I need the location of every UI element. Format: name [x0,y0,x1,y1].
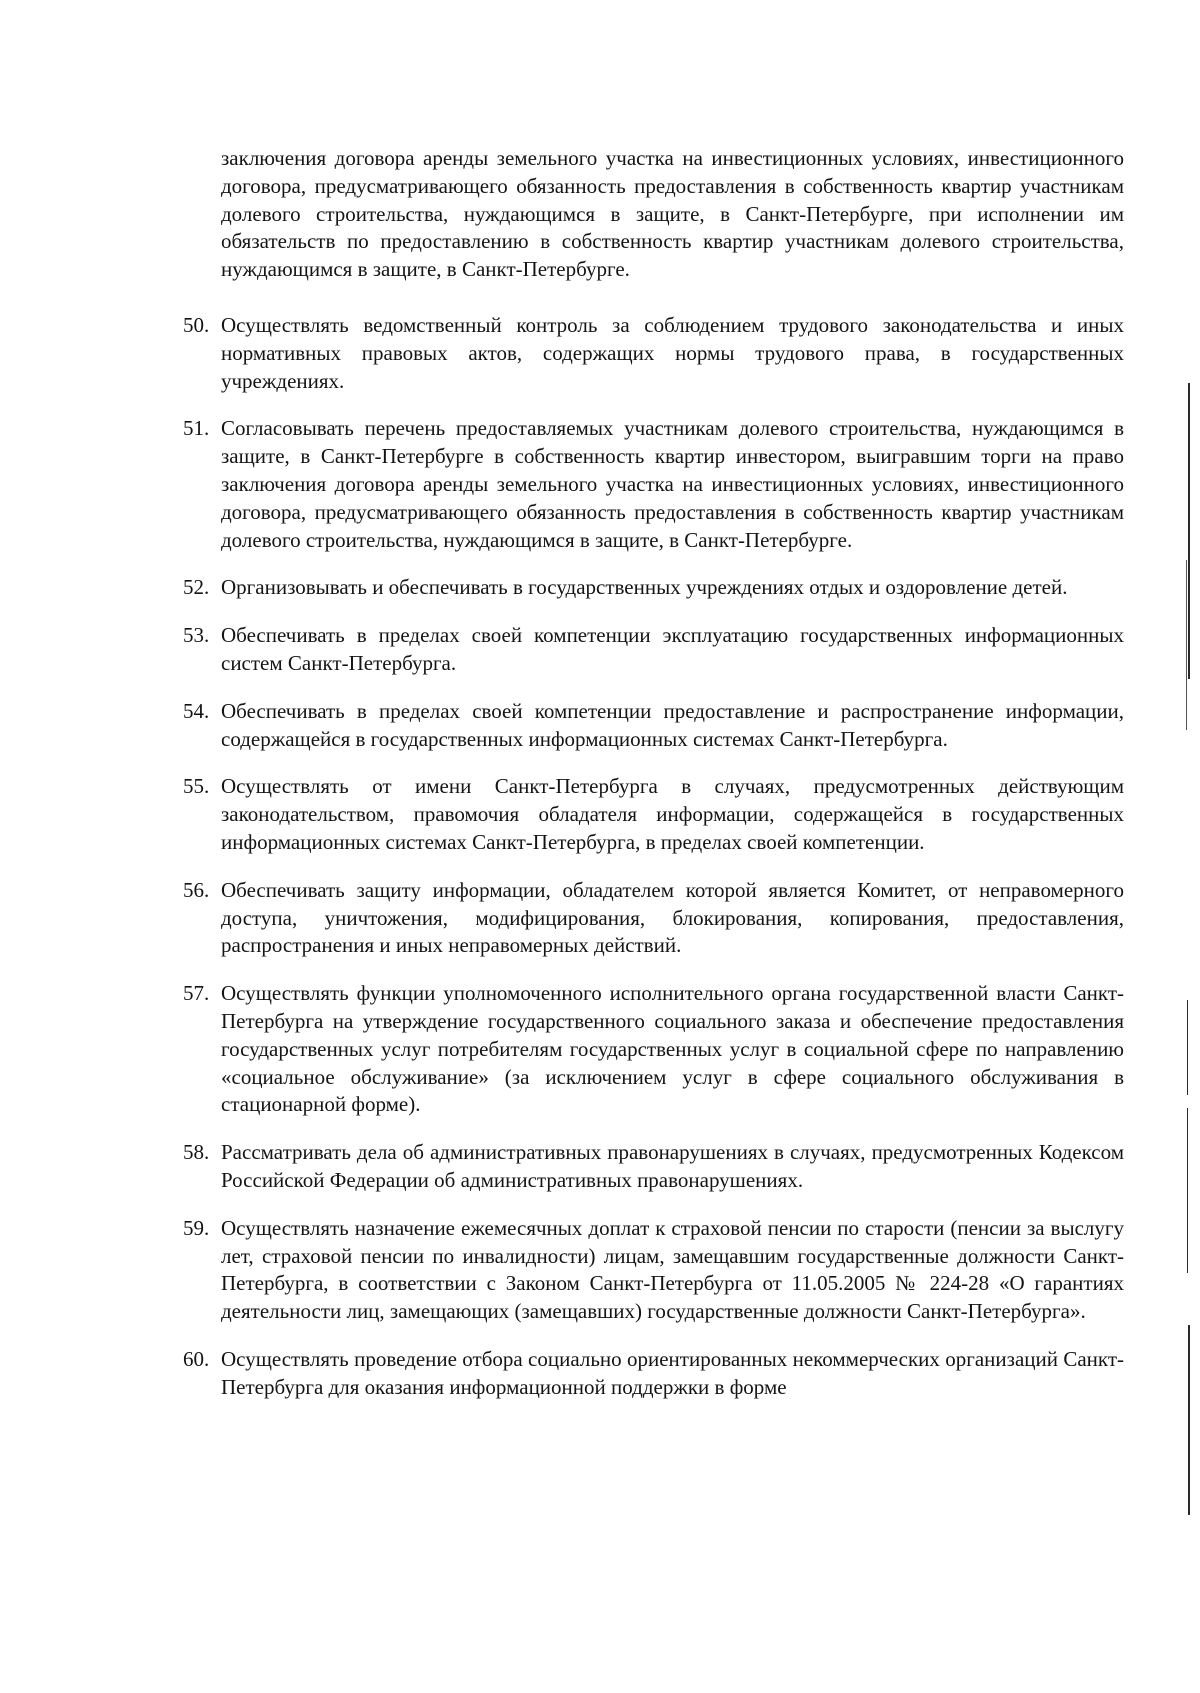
item-number: 58. [183,1140,210,1165]
item-text: Осуществлять ведомственный контроль за соблюдением трудового законодательства и иных нормативных правовых актов, содержащих нормы трудового права, в государственных учреждениях. [221,313,1124,393]
scan-margin-line [1187,1000,1188,1095]
scan-margin-line [1188,1325,1190,1515]
numbered-list [183,312,1124,1422]
item-number: 51. [183,416,210,441]
item-number: 59. [183,1215,210,1240]
item-text: Рассматривать дела об административных правонарушениях в случаях, предусмотренных Кодексом Российской Федерации об административных правонарушениях. [221,1140,1124,1192]
list-item [183,1139,1124,1195]
item-number: 52. [183,575,210,600]
item-text: Обеспечивать в пределах своей компетенции предоставление и распространение информации, содержащейся в государственных информационных системах Санкт-Петербурга. [221,698,1124,751]
list-item [183,415,1124,554]
item-text: Обеспечивать в пределах своей компетенции эксплуатацию государственных информационных систем Санкт-Петербурга. [221,623,1124,675]
item-number: 50. [183,313,210,337]
list-item [183,980,1124,1119]
item-text: Организовывать и обеспечивать в государственных учреждениях отдых и оздоровление детей. [221,575,1068,600]
list-item [183,622,1124,678]
item-text: Осуществлять от имени Санкт-Петербурга в случаях, предусмотренных действующим законодательством, правомочия обладателя информации, содержащейся в государственных информационных системах Санкт-Петербурга, в пределах своей компетенции. [221,774,1124,854]
item-number: 55. [183,774,210,799]
item-number: 57. [183,981,210,1006]
intro-paragraph: заключения договора аренды земельного участка на инвестиционных условиях, инвестиционного договора, предусматривающего обязанность предоставления в собственность квартир участникам долевого строительства, нуждающимся в защите, в Санкт-Петербурге, при исполнении им обязательств по предоставлению в собственность квартир участникам долевого строительства, нуждающимся в защите, в Санкт-Петербурге. [221,146,1124,282]
scan-margin-line [1187,1108,1188,1273]
item-text: Осуществлять функции уполномоченного исполнительного органа государственной власти Санкт-Петербурга на утверждение государственного социального заказа и обеспечение предоставления государственных услуг потребителям государственных услуг в социальной сфере по направлению «социальное обслуживание» (за исключением услуг в сфере социального обслуживания в стационарной форме). [221,981,1124,1117]
item-text: Согласовывать перечень предоставляемых участникам долевого строительства, нуждающимся в защите, в Санкт-Петербурге в собственность квартир инвестором, выигравшим торги на право заключения договора аренды земельного участка на инвестиционных условиях, инвестиционного договора, предусматривающего обязанность предоставления в собственность квартир участникам долевого строительства, нуждающимся в защите, в Санкт-Петербурге. [221,416,1124,552]
list-item [183,1346,1124,1402]
item-text: Осуществлять назначение ежемесячных доплат к страховой пенсии по старости (пенсии за выслугу лет, страховой пенсии по инвалидности) лицам, замещавшим государственные должности Санкт-Петербурга, в соответствии с Законом Санкт-Петербурга от 11.05.2005 № 224-28 «О гарантиях деятельности лиц, замещающих (замещавших) государственные должности Санкт-Петербурга». [221,1215,1124,1324]
scan-margin-line [1188,383,1190,679]
list-item [183,773,1124,856]
item-number: 54. [183,698,210,723]
list-item [183,312,1124,395]
list-item [183,1215,1124,1326]
scan-margin-line [1186,560,1187,730]
item-number: 60. [183,1346,210,1371]
list-item [183,698,1124,754]
item-number: 53. [183,623,210,648]
item-text: Осуществлять проведение отбора социально ориентированных некоммерческих организаций Санкт-Петербурга для оказания информационной поддержки в форме [221,1346,1124,1399]
item-number: 56. [183,877,210,902]
list-item [183,574,1124,602]
list-item [183,877,1124,960]
item-text: Обеспечивать защиту информации, обладателем которой является Комитет, от неправомерного доступа, уничтожения, модифицирования, блокирования, копирования, предоставления, распространения и иных неправомерных действий. [221,877,1124,958]
